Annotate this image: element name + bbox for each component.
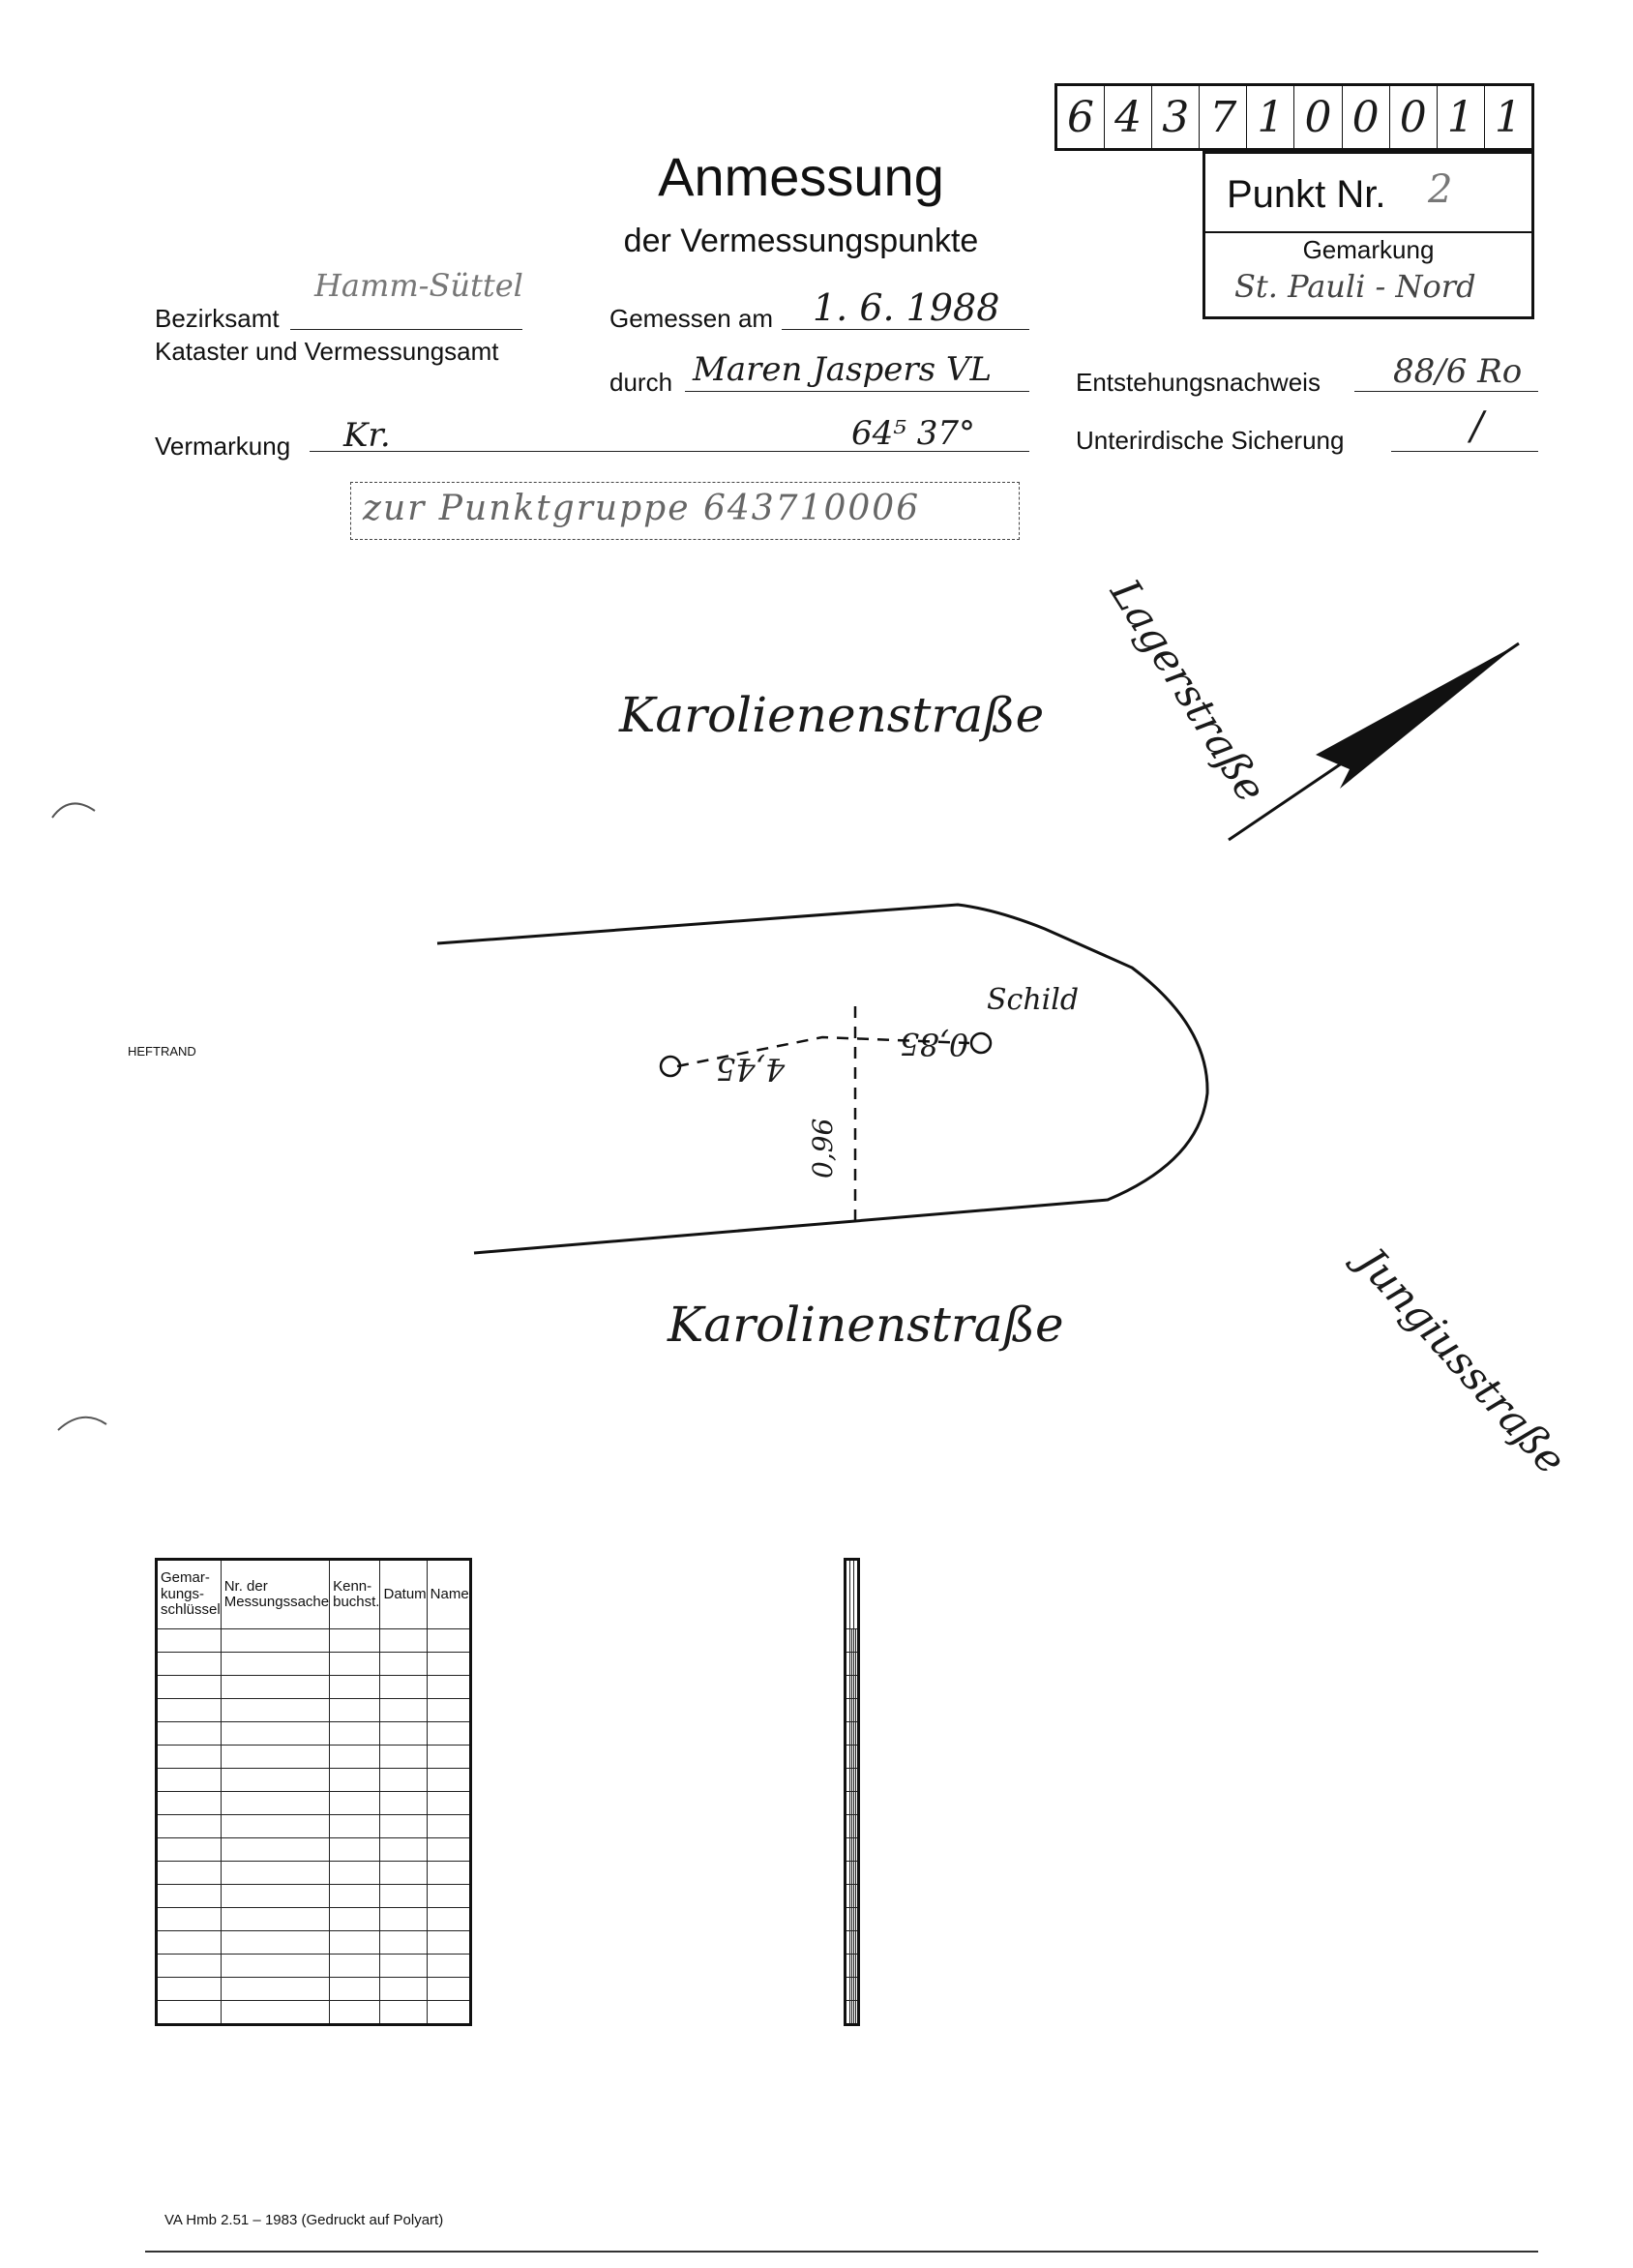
- table-cell: [157, 1908, 222, 1931]
- page-title: Anmessung: [658, 146, 944, 207]
- table-cell: [380, 1955, 427, 1978]
- table-cell: [380, 1792, 427, 1815]
- table-cell: [427, 1838, 470, 1862]
- table-cell: [427, 1769, 470, 1792]
- measure-1: 4,45: [716, 1051, 786, 1088]
- north-arrow-head: [1316, 643, 1519, 789]
- table-cell: [427, 1792, 470, 1815]
- gemarkung-label: Gemarkung: [1302, 235, 1435, 264]
- table-row: [846, 1676, 859, 1699]
- sicherung-label: Unterirdische Sicherung: [1076, 426, 1345, 455]
- table-cell: [157, 1978, 222, 2001]
- table-cell: [856, 1699, 859, 1722]
- table-cell: [427, 1746, 470, 1769]
- table-cell: [221, 1815, 329, 1838]
- table-cell: [856, 1746, 859, 1769]
- vermarkung-label: Vermarkung: [155, 432, 291, 461]
- table-cell: [221, 1722, 329, 1746]
- table-row: [846, 1862, 859, 1885]
- street-label-jungiusstrasse: Jungiusstraße: [1348, 1238, 1576, 1484]
- page-subtitle: der Vermessungspunkte: [623, 223, 979, 259]
- table-cell: [330, 1908, 380, 1931]
- number-box-cell: 4: [1105, 86, 1152, 148]
- header-datum: Datum: [380, 1560, 427, 1629]
- punkt-number: 2: [1428, 167, 1453, 212]
- table-cell: [221, 1931, 329, 1955]
- table-cell: [157, 1653, 222, 1676]
- table-cell: [221, 1629, 329, 1653]
- header-name: Name: [427, 1560, 470, 1629]
- punkt-label: Punkt Nr.: [1227, 173, 1386, 216]
- table-cell: [856, 1885, 859, 1908]
- table-cell: [856, 1676, 859, 1699]
- table-cell: [856, 1769, 859, 1792]
- table-cell: [221, 1838, 329, 1862]
- table-cell: [856, 1862, 859, 1885]
- table-cell: [157, 1885, 222, 1908]
- table-cell: [427, 1629, 470, 1653]
- number-box-cell: 1: [1438, 86, 1485, 148]
- table-cell: [157, 1629, 222, 1653]
- table-cell: [380, 1885, 427, 1908]
- table-cell: [330, 1792, 380, 1815]
- table-cell: [856, 1815, 859, 1838]
- number-box-cell: 0: [1390, 86, 1438, 148]
- table-cell: [330, 1699, 380, 1722]
- number-box-cell: 0: [1294, 86, 1342, 148]
- table-cell: [157, 1862, 222, 1885]
- street-outline: [437, 905, 1207, 1253]
- table-cell: [330, 1746, 380, 1769]
- number-box-cell: 1: [1494, 92, 1522, 142]
- table-row: [846, 1838, 859, 1862]
- table-row: [157, 1746, 471, 1769]
- table-cell: [856, 1908, 859, 1931]
- dashed-line-horizontal: [677, 1037, 969, 1066]
- table-cell: [427, 1653, 470, 1676]
- gemarkung-value: St. Pauli - Nord: [1234, 268, 1476, 305]
- table-row: [846, 1746, 859, 1769]
- table-cell: [157, 2001, 222, 2025]
- durch-value: Maren Jaspers VL: [693, 350, 993, 389]
- table-row: [157, 2001, 471, 2025]
- table-row: [157, 1978, 471, 2001]
- table-row: [846, 1629, 859, 1653]
- table-cell: [221, 2001, 329, 2025]
- table-row: [157, 1885, 471, 1908]
- table-cell: [221, 1653, 329, 1676]
- table-cell: [856, 1978, 859, 2001]
- table-cell: [856, 2001, 859, 2025]
- table-cell: [330, 1653, 380, 1676]
- table-cell: [330, 1676, 380, 1699]
- street-label-top: Karolienenstraße: [619, 687, 1045, 743]
- table-cell: [157, 1676, 222, 1699]
- table-cell: [380, 1629, 427, 1653]
- table-cell: [380, 1862, 427, 1885]
- table-cell: [380, 1769, 427, 1792]
- table-cell: [157, 1955, 222, 1978]
- table-cell: [157, 1931, 222, 1955]
- table-cell: [427, 1978, 470, 2001]
- table-row: [846, 1653, 859, 1676]
- table-cell: [330, 1978, 380, 2001]
- binder-hole-top: [52, 803, 95, 818]
- table-row: [846, 1699, 859, 1722]
- table-cell: [330, 1931, 380, 1955]
- table-cell: [157, 1699, 222, 1722]
- table-cell: [330, 1629, 380, 1653]
- schild-label: Schild: [987, 983, 1080, 1017]
- table-cell: [380, 1978, 427, 2001]
- point-right: [971, 1033, 991, 1053]
- table-row: [846, 2001, 859, 2025]
- table-cell: [380, 1815, 427, 1838]
- table-row: [157, 1955, 471, 1978]
- table-cell: [221, 1676, 329, 1699]
- table-cell: [380, 1838, 427, 1862]
- table-cell: [380, 1931, 427, 1955]
- table-row: [846, 1769, 859, 1792]
- sicherung-value: /: [1470, 404, 1484, 449]
- table-cell: [856, 1722, 859, 1746]
- table-cell: [330, 1769, 380, 1792]
- table-cell: [221, 1955, 329, 1978]
- header-gemarkung: Gemar- kungs- schlüssel: [157, 1560, 222, 1629]
- gemessen-value: 1. 6. 1988: [813, 286, 1000, 329]
- heftrand-label: HEFTRAND: [128, 1044, 196, 1059]
- table-cell: [221, 1769, 329, 1792]
- table-cell: [330, 1955, 380, 1978]
- table-row: [846, 1815, 859, 1838]
- table-cell: [221, 1699, 329, 1722]
- header-empty-3: [854, 1560, 859, 1629]
- table-cell: [157, 1792, 222, 1815]
- number-box-cell: 3: [1152, 86, 1200, 148]
- table-cell: [157, 1746, 222, 1769]
- table-row: [157, 1838, 471, 1862]
- table-cell: [380, 2001, 427, 2025]
- table-cell: [330, 1862, 380, 1885]
- table-cell: [856, 1629, 859, 1653]
- bezirksamt-value: Hamm-Süttel: [314, 267, 523, 304]
- table-cell: [330, 1885, 380, 1908]
- binder-hole-bottom: [58, 1418, 106, 1430]
- table-row: [157, 1769, 471, 1792]
- table-cell: [221, 1792, 329, 1815]
- table-cell: [427, 1699, 470, 1722]
- record-table-right: [844, 1558, 860, 2026]
- vermarkung-value: Kr.: [343, 416, 391, 455]
- table-cell: [380, 1722, 427, 1746]
- bottom-rule: [145, 2251, 1538, 2253]
- punktgruppe-value: zur Punktgruppe 643710006: [363, 489, 921, 528]
- table-row: [157, 1722, 471, 1746]
- gemessen-label: Gemessen am: [609, 304, 774, 333]
- street-label-bottom: Karolinenstraße: [668, 1297, 1064, 1353]
- table-cell: [221, 1908, 329, 1931]
- table-cell: [330, 1815, 380, 1838]
- kataster-label: Kataster und Vermessungsamt: [155, 337, 499, 366]
- measure-3: 0,96: [807, 1118, 839, 1179]
- table-row: [846, 1792, 859, 1815]
- table-cell: [427, 1722, 470, 1746]
- table-cell: [157, 1769, 222, 1792]
- table-row: [846, 1978, 859, 2001]
- table-cell: [380, 1653, 427, 1676]
- table-row: [846, 1955, 859, 1978]
- table-cell: [427, 1955, 470, 1978]
- entstehung-label: Entstehungsnachweis: [1076, 368, 1321, 397]
- number-box-cell: 7: [1200, 86, 1247, 148]
- form-footer: VA Hmb 2.51 – 1983 (Gedruckt auf Polyart): [164, 2212, 444, 2228]
- table-row: [157, 1815, 471, 1838]
- table-cell: [427, 1908, 470, 1931]
- table-cell: [221, 1885, 329, 1908]
- record-table-left: [155, 1558, 472, 2026]
- table-row: [157, 1629, 471, 1653]
- table-cell: [330, 2001, 380, 2025]
- table-cell: [856, 1955, 859, 1978]
- bezirksamt-label: Bezirksamt: [155, 304, 280, 333]
- table-cell: [221, 1862, 329, 1885]
- table-row: [157, 1931, 471, 1955]
- table-row: [157, 1699, 471, 1722]
- number-box-cell: 1: [1247, 86, 1294, 148]
- table-row: [846, 1908, 859, 1931]
- table-cell: [380, 1699, 427, 1722]
- table-cell: [221, 1978, 329, 2001]
- table-row: [846, 1885, 859, 1908]
- table-row: [157, 1862, 471, 1885]
- street-label-lagerstrasse: Lagerstraße: [1101, 571, 1276, 811]
- table-row: [157, 1676, 471, 1699]
- table-row: [157, 1792, 471, 1815]
- table-cell: [330, 1838, 380, 1862]
- table-cell: [856, 1838, 859, 1862]
- header-kenn: Kenn- buchst.: [330, 1560, 380, 1629]
- table-row: [846, 1931, 859, 1955]
- table-cell: [427, 2001, 470, 2025]
- table-cell: [157, 1815, 222, 1838]
- number-box-cell: 0: [1343, 86, 1390, 148]
- measure-2: 0,85: [900, 1026, 969, 1062]
- table-cell: [427, 1885, 470, 1908]
- table-cell: [427, 1815, 470, 1838]
- entstehung-value: 88/6 Ro: [1393, 352, 1523, 391]
- table-cell: [380, 1908, 427, 1931]
- table-cell: [856, 1931, 859, 1955]
- table-cell: [856, 1653, 859, 1676]
- durch-label: durch: [609, 368, 673, 397]
- table-cell: [427, 1676, 470, 1699]
- table-row: [846, 1722, 859, 1746]
- table-row: [157, 1908, 471, 1931]
- table-cell: [856, 1792, 859, 1815]
- table-cell: [157, 1838, 222, 1862]
- table-cell: [427, 1862, 470, 1885]
- table-cell: [330, 1722, 380, 1746]
- number-box-cell: 6: [1057, 86, 1105, 148]
- vermarkung-value-2: 64⁵ 37°: [851, 414, 975, 453]
- table-cell: [157, 1722, 222, 1746]
- table-cell: [221, 1746, 329, 1769]
- table-cell: [427, 1931, 470, 1955]
- table-row: [157, 1653, 471, 1676]
- table-cell: [380, 1676, 427, 1699]
- header-nr: Nr. der Messungssache: [221, 1560, 329, 1629]
- table-cell: [380, 1746, 427, 1769]
